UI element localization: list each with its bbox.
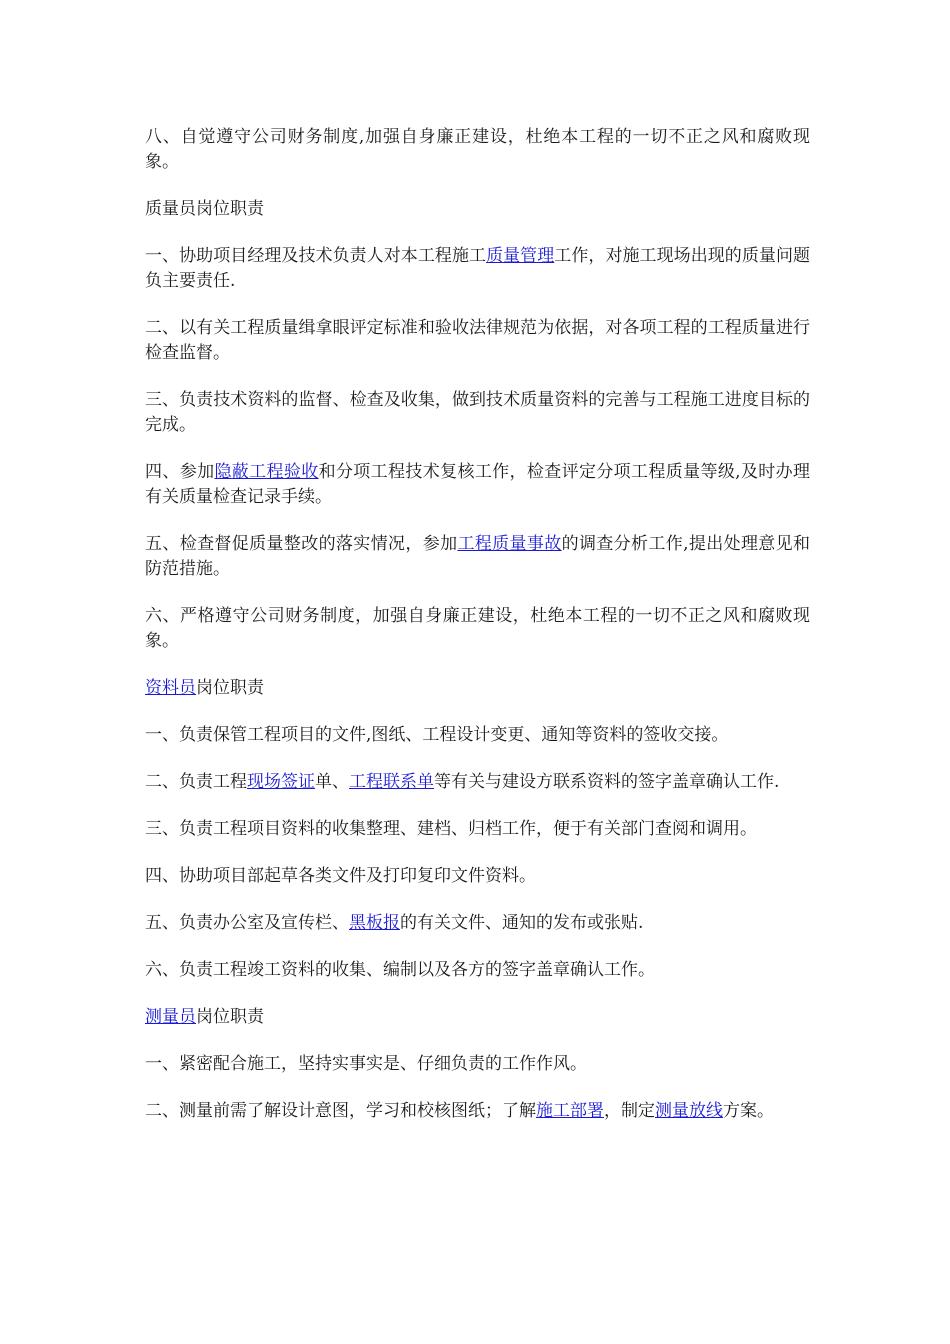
paragraph <box>145 676 810 701</box>
paragraph-text: 四、协助项目部起草各类文件及打印复印文件资料。 <box>145 866 536 886</box>
hyperlink[interactable]: 施工部署 <box>536 1101 604 1121</box>
paragraph-text: 二、负责工程 <box>145 772 247 792</box>
paragraph-text: 四、参加 <box>145 462 215 482</box>
paragraph <box>145 244 810 294</box>
paragraph <box>145 388 810 438</box>
paragraph-text: 三、负责工程项目资料的收集整理、建档、归档工作，便于有关部门查阅和调用。 <box>145 819 757 839</box>
paragraph <box>145 1099 810 1124</box>
paragraph <box>145 958 810 983</box>
hyperlink[interactable]: 隐蔽工程验收 <box>214 462 319 482</box>
paragraph <box>145 864 810 889</box>
paragraph-text: 和分项工程技术复核工作，检查评定分项工程质量等级,及时办理有关质量检查记录手续。 <box>145 462 811 507</box>
hyperlink[interactable]: 测量员 <box>145 1007 196 1027</box>
paragraph-text: 二、测量前需了解设计意图，学习和校核图纸；了解 <box>145 1101 536 1121</box>
hyperlink[interactable]: 现场签证 <box>247 772 315 792</box>
paragraph <box>145 125 810 175</box>
paragraph-text: 六、严格遵守公司财务制度，加强自身廉正建设，杜绝本工程的一切不正之风和腐败现象。 <box>145 606 810 651</box>
hyperlink[interactable]: 质量管理 <box>486 246 555 266</box>
document-page <box>145 125 810 1146</box>
hyperlink[interactable]: 资料员 <box>145 678 196 698</box>
paragraph-text: 质量员岗位职责 <box>145 199 264 219</box>
paragraph-text: 岗位职责 <box>196 678 264 698</box>
paragraph <box>145 817 810 842</box>
paragraph <box>145 1052 810 1077</box>
paragraph-text: 五、检查督促质量整改的落实情况，参加 <box>145 534 458 554</box>
paragraph-text: 的调查分析工作,提出处理意见和防范措施。 <box>145 534 811 579</box>
paragraph-text: 三、负责技术资料的监督、检查及收集，做到技术质量资料的完善与工程施工进度目标的完成。 <box>145 390 810 435</box>
paragraph-text: 二、以有关工程质量缉拿眼评定标准和验收法律规范为依据，对各项工程的工程质量进行检查监督。 <box>145 318 810 363</box>
paragraph-text: 工作，对施工现场出现的质量问题负主要责任. <box>145 246 811 291</box>
paragraph <box>145 723 810 748</box>
hyperlink[interactable]: 工程联系单 <box>349 772 434 792</box>
paragraph <box>145 316 810 366</box>
paragraph-text: 岗位职责 <box>196 1007 264 1027</box>
paragraph-text: ，制定 <box>604 1101 655 1121</box>
hyperlink[interactable]: 工程质量事故 <box>457 534 562 554</box>
paragraph-text: 八、自觉遵守公司财务制度,加强自身廉正建设，杜绝本工程的一切不正之风和腐败现象。 <box>145 127 810 172</box>
paragraph <box>145 460 810 510</box>
hyperlink[interactable]: 黑板报 <box>349 913 400 933</box>
paragraph <box>145 532 810 582</box>
paragraph <box>145 911 810 936</box>
paragraph <box>145 197 810 222</box>
paragraph-text: 五、负责办公室及宣传栏、 <box>145 913 349 933</box>
paragraph <box>145 770 810 795</box>
paragraph <box>145 1005 810 1030</box>
paragraph-text: 一、紧密配合施工，坚持实事实是、仔细负责的工作作风。 <box>145 1054 587 1074</box>
paragraph-text: 一、负责保管工程项目的文件,图纸、工程设计变更、通知等资料的签收交接。 <box>145 725 729 745</box>
paragraph-text: 等有关与建设方联系资料的签字盖章确认工作. <box>434 772 780 792</box>
paragraph <box>145 604 810 654</box>
paragraph-text: 方案。 <box>723 1101 774 1121</box>
hyperlink[interactable]: 测量放线 <box>655 1101 723 1121</box>
paragraph-text: 单、 <box>315 772 349 792</box>
paragraph-text: 一、协助项目经理及技术负责人对本工程施工 <box>145 246 487 266</box>
paragraph-text: 的有关文件、通知的发布或张贴. <box>400 913 644 933</box>
paragraph-text: 六、负责工程竣工资料的收集、编制以及各方的签字盖章确认工作。 <box>145 960 655 980</box>
